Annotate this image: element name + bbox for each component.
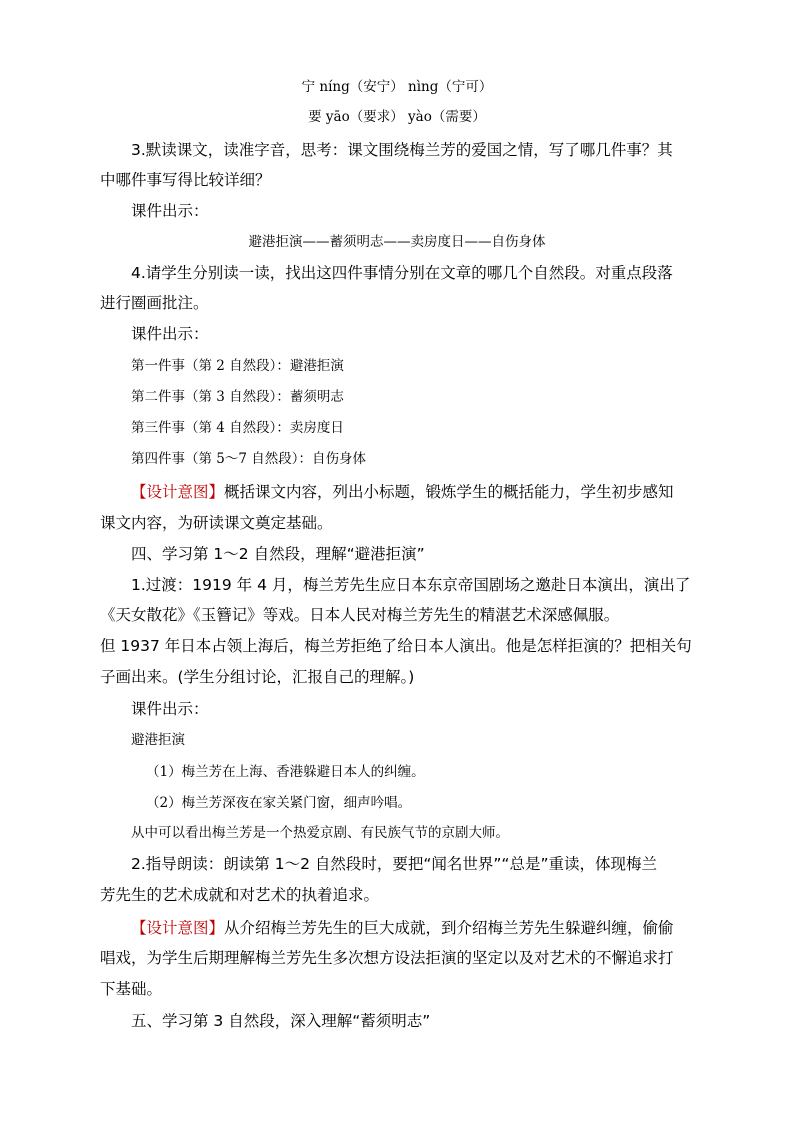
design-intent-2-line2: 唱戏，为学生后期理解梅兰芳先生多次想方设法拒演的坚定以及对艺术的不懈追求打: [100, 949, 674, 967]
slide-title: 避港拒演: [131, 732, 185, 748]
step4-line1: 4.请学生分别读一读，找出这四件事情分别在文章的哪几个自然段。对重点段落: [131, 264, 673, 282]
pronunciation-ning: 宁 níng（安宁） nìng（宁可）: [301, 79, 493, 95]
design-intent-tag: 【设计意图】: [131, 483, 225, 501]
design-intent-2-line1: [131, 917, 674, 939]
slide-item-2: （2）梅兰芳深夜在家关紧门窗，细声吟唱。: [146, 795, 412, 811]
para2-line1: 2.指导朗读：朗读第 1～2 自然段时，要把“闻名世界”“总是”重读，体现梅兰: [131, 855, 657, 873]
para1-line3: 但 1937 年日本占领上海后，梅兰芳拒绝了给日本人演出。他是怎样拒演的？把相关句: [100, 637, 692, 655]
slide-conclusion: 从中可以看出梅兰芳是一个热爱京剧、有民族气节的京剧大师。: [131, 825, 509, 841]
design-intent-tag: 【设计意图】: [131, 919, 225, 937]
section-5-heading: 五、学习第 3 自然段，深入理解“蓄须明志”: [131, 1012, 431, 1030]
event-item: 第二件事（第 3 自然段）：蓄须明志: [131, 389, 344, 405]
para2-line2: 芳先生的艺术成就和对艺术的执着追求。: [100, 886, 380, 904]
design-intent-text: 从介绍梅兰芳先生的巨大成就，到介绍梅兰芳先生躲避纠缠，偷偷: [224, 919, 674, 937]
slide-item-1: （1）梅兰芳在上海、香港躲避日本人的纠缠。: [146, 764, 425, 780]
courseware-label: 课件出示：: [131, 700, 209, 718]
design-intent-2-line3: 下基础。: [100, 980, 163, 998]
design-intent-1-line2: 课文内容，为研读课文奠定基础。: [100, 514, 333, 532]
event-item: 第一件事（第 2 自然段）：避港拒演: [131, 358, 344, 374]
courseware-label: 课件出示：: [131, 202, 209, 220]
para1-line2: 《天女散花》《玉簪记》等戏。日本人民对梅兰芳先生的精湛艺术深感佩服。: [100, 606, 620, 624]
event-item: 第四件事（第 5～7 自然段）：自伤身体: [131, 451, 367, 467]
para1-line4: 子画出来。(学生分组讨论，汇报自己的理解。): [100, 668, 415, 686]
step4-line2: 进行圈画批注。: [100, 294, 209, 312]
event-chain: 避港拒演——蓄须明志——卖房度日——自伤身体: [248, 234, 546, 250]
pronunciation-yao: 要 yāo（要求） yào（需要）: [308, 109, 486, 125]
event-item: 第三件事（第 4 自然段）：卖房度日: [131, 420, 344, 436]
step3-line1: 3.默读课文，读准字音，思考：课文围绕梅兰芳的爱国之情，写了哪几件事？其: [131, 141, 673, 159]
design-intent-text: 概括课文内容，列出小标题，锻炼学生的概括能力，学生初步感知: [224, 483, 674, 501]
courseware-label: 课件出示：: [131, 325, 209, 343]
step3-line2: 中哪件事写得比较详细？: [100, 171, 271, 189]
para1-line1: 1.过渡：1919 年 4 月，梅兰芳先生应日本东京帝国剧场之邀赴日本演出，演出了: [131, 576, 691, 594]
section-4-heading: 四、学习第 1～2 自然段，理解“避港拒演”: [131, 545, 425, 563]
design-intent-1-line1: [131, 481, 674, 503]
